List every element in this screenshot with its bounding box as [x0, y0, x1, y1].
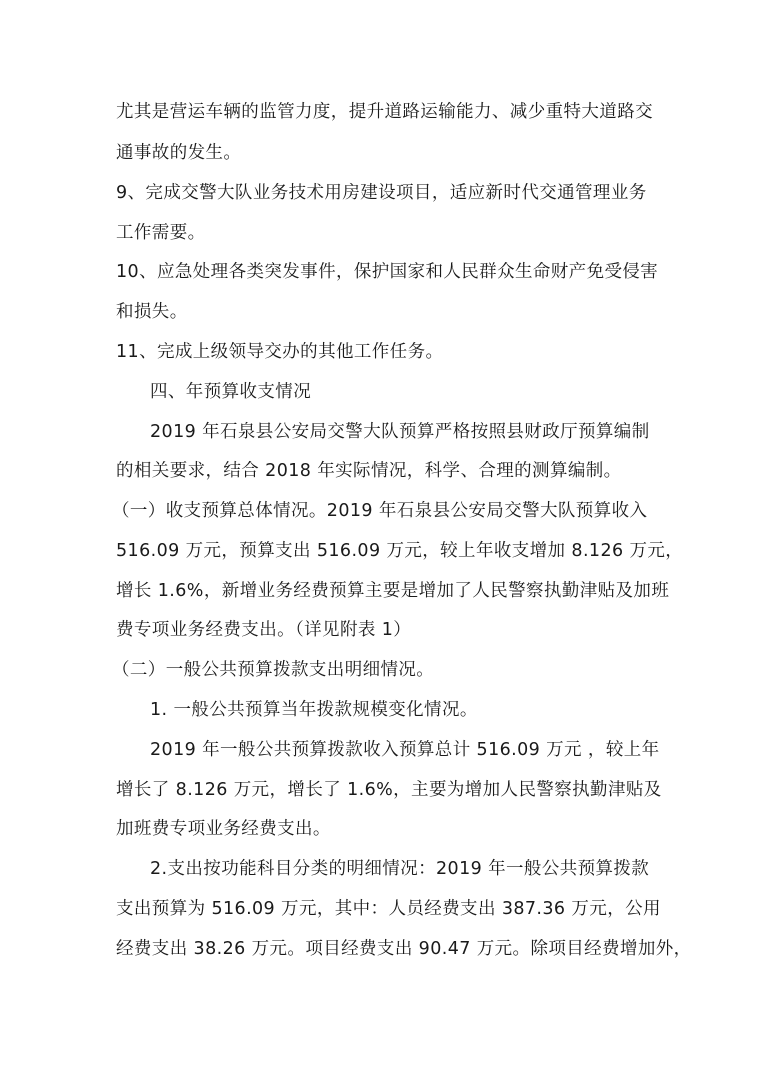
text-line: 2019 年石泉县公安局交警大队预算严格按照县财政厅预算编制 [150, 422, 650, 442]
text-line: 通事故的发生。 [116, 143, 242, 163]
text-line: 尤其是营运车辆的监管力度，提升道路运输能力、减少重特大道路交 [116, 102, 653, 122]
text-line: 11、完成上级领导交办的其他工作任务。 [116, 342, 444, 362]
numbered-heading: 1. 一般公共预算当年拨款规模变化情况。 [150, 700, 478, 720]
text-line: 和损失。 [116, 302, 188, 322]
text-line: 经费支出 38.26 万元。项目经费支出 90.47 万元。除项目经费增加外， [116, 939, 692, 959]
text-line: 增长 1.6%，新增业务经费预算主要是增加了人民警察执勤津贴及加班 [116, 581, 670, 601]
text-line: 10、应急处理各类突发事件，保护国家和人民群众生命财产免受侵害 [116, 262, 659, 282]
text-line: 支出预算为 516.09 万元，其中：人员经费支出 387.36 万元，公用 [116, 899, 661, 919]
text-line: 的相关要求，结合 2018 年实际情况，科学、合理的测算编制。 [116, 461, 622, 481]
text-line: 2019 年一般公共预算拨款收入预算总计 516.09 万元 ，较上年 [150, 740, 660, 760]
subsection-heading: （一）收支预算总体情况。2019 年石泉县公安局交警大队预算收入 [112, 501, 648, 521]
text-line: 2.支出按功能科目分类的明细情况：2019 年一般公共预算拨款 [150, 859, 650, 879]
subsection-heading: （二）一般公共预算拨款支出明细情况。 [112, 660, 435, 680]
section-heading: 四、年预算收支情况 [150, 382, 312, 402]
text-line: 9、完成交警大队业务技术用房建设项目，适应新时代交通管理业务 [116, 183, 647, 203]
text-line: 费专项业务经费支出。（详见附表 1） [116, 620, 412, 640]
text-line: 加班费专项业务经费支出。 [116, 819, 331, 839]
text-line: 516.09 万元，预算支出 516.09 万元，较上年收支增加 8.126 万元， [116, 541, 684, 561]
text-line: 工作需要。 [116, 223, 206, 243]
text-line: 增长了 8.126 万元，增长了 1.6%，主要为增加人民警察执勤津贴及 [116, 780, 662, 800]
